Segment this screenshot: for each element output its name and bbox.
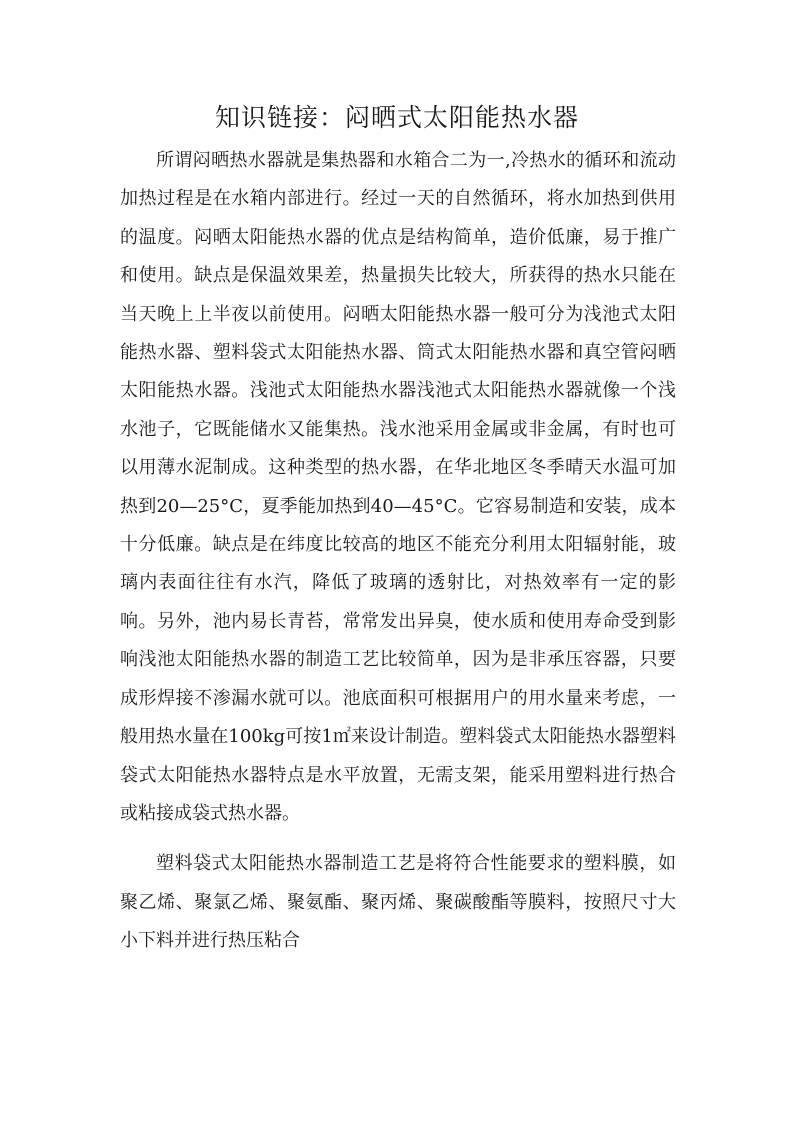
document-title: 知识链接：闷晒式太阳能热水器: [214, 103, 579, 132]
paragraph-2: 塑料袋式太阳能热水器制造工艺是将符合性能要求的塑料膜，如聚乙烯、聚氯乙烯、聚氨酯、聚丙烯、聚碳酸酯等膜料，按照尺寸大小下料并进行热压粘合: [120, 853, 676, 952]
paragraph-1: 所谓闷晒热水器就是集热器和水箱合二为一,冷热水的循环和流动加热过程是在水箱内部进行。经过一天的自然循环，将水加热到供用的温度。闷晒太阳能热水器的优点是结构简单，造价低廉，易于推广和使用。缺点是保温效果差，热量损失比较大，所获得的热水只能在当天晚上上半夜以前使用。闷晒太阳能热水器一般可分为浅池式太阳能热水器、塑料袋式太阳能热水器、筒式太阳能热水器和真空管闷晒太阳能热水器。浅池式太阳能热水器浅池式太阳能热水器就像一个浅水池子，它既能储水又能集热。浅水池采用金属或非金属，有时也可以用薄水泥制成。这种类型的热水器，在华北地区冬季晴天水温可加热到20—25°C，夏季能加热到40—45°C。它容易制造和安装，成本十分低廉。缺点是在纬度比较高的地区不能充分利用太阳辐射能，玻璃内表面往往有水汽，降低了玻璃的透射比，对热效率有一定的影响。另外，池内易长青苔，常常发出异臭，使水质和使用寿命受到影响浅池太阳能热水器的制造工艺比较简单，因为是非承压容器，只要成形焊接不渗漏水就可以。池底面积可根据用户的用水量来考虑，一般用热水量在100kg可按1㎡来设计制造。塑料袋式太阳能热水器塑料袋式太阳能热水器特点是水平放置，无需支架，能采用塑料进行热合或粘接成袋式热水器。: [120, 150, 676, 824]
document-body: [120, 142, 676, 961]
